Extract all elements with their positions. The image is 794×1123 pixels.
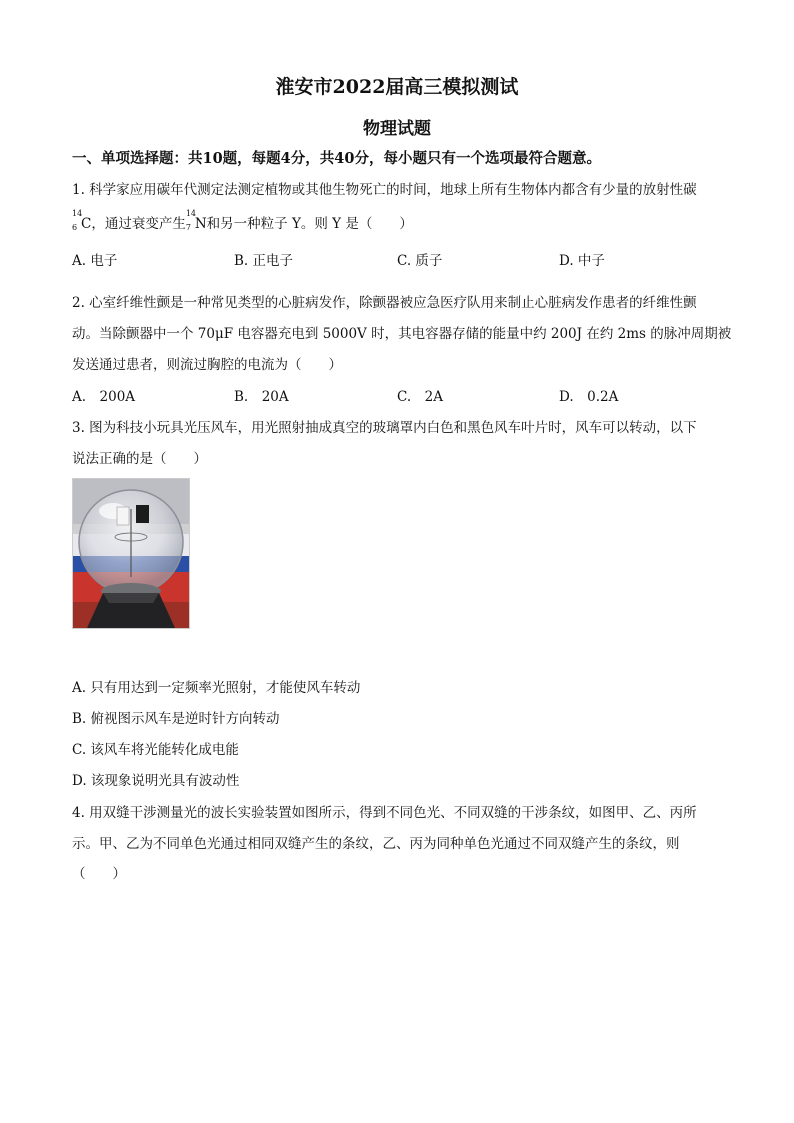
question-4-line-3: （ ）	[72, 866, 126, 882]
nitrogen-14-nuclide: 14 7 N	[185, 209, 207, 232]
question-3-line-2: 说法正确的是（ ）	[72, 451, 207, 467]
question-3-line-1: 3. 图为科技小玩具光压风车，用光照射抽成真空的玻璃罩内白色和黑色风车叶片时，风车可以转动，以下	[72, 420, 697, 436]
question-1-option-a: A. 电子	[72, 253, 118, 269]
light-mill-photo	[72, 478, 190, 629]
question-2-option-b: B. 20A	[234, 389, 289, 405]
question-4-line-2: 示。甲、乙为不同单色光通过相同双缝产生的条纹，乙、丙为同种单色光通过不同双缝产生的条纹，则	[72, 836, 680, 852]
question-1-line-1: 1. 科学家应用碳年代测定法测定植物或其他生物死亡的时间，地球上所有生物体内都含有少量的放射性碳	[72, 182, 697, 198]
section-heading: 一、单项选择题：共10题，每题4分，共40分，每小题只有一个选项最符合题意。	[72, 150, 601, 167]
question-3-option-b: B. 俯视图示风车是逆时针方向转动	[72, 711, 280, 727]
question-2-option-d: D. 0.2A	[559, 389, 619, 405]
question-3-option-a: A. 只有用达到一定频率光照射，才能使风车转动	[72, 680, 361, 696]
light-mill-illustration	[73, 479, 189, 628]
question-4-line-1: 4. 用双缝干涉测量光的波长实验装置如图所示，得到不同色光、不同双缝的干涉条纹，如图甲、乙、丙所	[72, 805, 697, 821]
question-3-option-c: C. 该风车将光能转化成电能	[72, 742, 239, 758]
carbon-14-nuclide: 14 6 C	[72, 209, 92, 232]
question-1-option-b: B. 正电子	[234, 253, 294, 269]
page-subtitle: 物理试题	[363, 119, 431, 139]
question-3-option-d: D. 该现象说明光具有波动性	[72, 773, 240, 789]
question-2-line-1: 2. 心室纤维性颤是一种常见类型的心脏病发作，除颤器被应急医疗队用来制止心脏病发作患者的纤维性颤	[72, 295, 697, 311]
question-2-line-2: 动。当除颤器中一个 70μF 电容器充电到 5000V 时，其电容器存储的能量中约 200J 在约 2ms 的脉冲周期被	[72, 326, 732, 342]
page-title: 淮安市2022届高三模拟测试	[275, 76, 519, 98]
question-2-line-3: 发送通过患者，则流过胸腔的电流为（ ）	[72, 357, 342, 373]
question-1-option-d: D. 中子	[559, 253, 605, 269]
question-1-line-2: 14 6 C，通过衰变产生 14 7 N和另一种粒子 Y。则 Y 是（ ）	[72, 209, 413, 232]
question-2-option-c: C. 2A	[397, 389, 443, 405]
question-1-option-c: C. 质子	[397, 253, 443, 269]
question-2-option-a: A. 200A	[72, 389, 136, 405]
